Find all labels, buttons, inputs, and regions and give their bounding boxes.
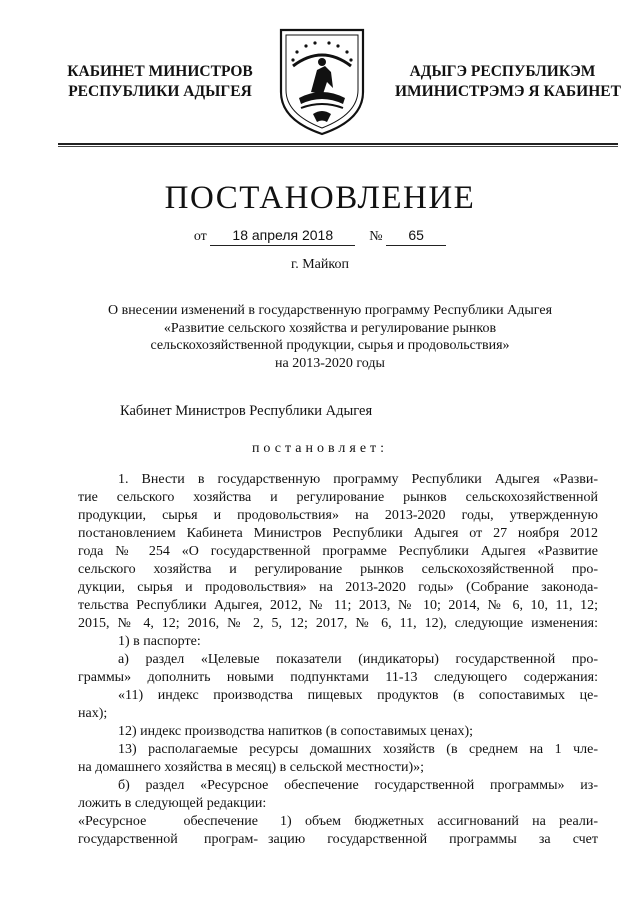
header-right-ady (395, 62, 621, 102)
coat-of-arms-icon (273, 22, 371, 140)
body-line: граммы» дополнить новыми подпунктами 11-13 следующего содержания: (78, 670, 598, 685)
header-left-line2: РЕСПУБЛИКИ АДЫГЕЯ (68, 83, 252, 100)
body-line: продукции, сырья и продовольствия» на 2013-2020 годы, утвержденную (78, 508, 598, 523)
body-line: 1. Внести в государственную программу Республики Адыгея «Разви- (118, 472, 598, 487)
body-line: сельского хозяйства и регулирование рынков сельскохозяйственной про- (78, 562, 598, 577)
body-line: а) раздел «Целевые показатели (индикаторы) государственной про- (118, 652, 598, 667)
header-right-line1: АДЫГЭ РЕСПУБЛИКЭМ (409, 63, 596, 80)
document-number: 65 (386, 225, 446, 246)
subject-line: О внесении изменений в государственную программу Республики Адыгея (107, 303, 553, 318)
header-rule-thin (58, 146, 618, 147)
table-left-line: «Ресурсное обеспечение (78, 814, 258, 829)
decides-label: постановляет: (251, 441, 389, 456)
body-line: 2015, № 4, 12; 2016, № 2, 5, 12; 2017, № 6, 11, 12), следующие изменения: (78, 616, 598, 631)
header-right-line2: ИМИНИСТРЭМЭ Я КАБИНЕТ (395, 83, 621, 100)
body-line: 1) в паспорте: (118, 634, 201, 649)
body-line: постановлением Кабинета Министров Республики Адыгея от 27 ноября 2012 (78, 526, 598, 541)
subject-line: «Развитие сельского хозяйства и регулирование рынков (163, 320, 497, 336)
body-line: ложить в следующей редакции: (78, 796, 267, 811)
subject-line: сельскохозяйственной продукции, сырья и продовольствия» (150, 338, 510, 353)
body-line: б) раздел «Ресурсное обеспечение государственной программы» из- (118, 778, 598, 793)
table-right-line: зацию государственной программы за счет (268, 832, 598, 847)
body-line: «11) индекс производства пищевых продуктов (в сопоставимых це- (118, 688, 598, 703)
resource-table-left-column (78, 813, 258, 849)
header-rule-thick (58, 143, 618, 145)
city: г. Майкоп (291, 257, 349, 272)
body-line: нах); (78, 706, 108, 721)
header-left-ru (60, 62, 260, 102)
date-number-line (0, 225, 640, 247)
body-line: на домашнего хозяйства в месяц) в сельской местности)»; (78, 760, 425, 775)
table-right-line: 1) объем бюджетных ассигнований на реали- (280, 814, 598, 829)
document-body (78, 471, 598, 849)
body-line: тие сельского хозяйства и регулирование рынков сельскохозяйственной (78, 490, 598, 505)
number-prefix: № (369, 229, 383, 244)
header-left-line1: КАБИНЕТ МИНИСТРОВ (67, 63, 253, 80)
document-date: 18 апреля 2018 (210, 225, 355, 246)
body-paragraphs (78, 471, 598, 813)
document-title: ПОСТАНОВЛЕНИЕ (164, 180, 476, 216)
date-prefix: от (193, 229, 207, 244)
resource-table (78, 813, 598, 849)
body-line: тельства Республики Адыгея, 2012, № 11; 2013, № 10; 2014, № 6, 10, 11, 12; (78, 598, 598, 613)
resource-table-right-column (268, 813, 598, 849)
subject-line: на 2013-2020 годы (275, 355, 385, 371)
body-line: дукции, сырья и продовольствия» на 2013-2020 годы» (Собрание законода- (78, 580, 598, 595)
body-line: года № 254 «О государственной программе Республики Адыгея «Развитие (78, 544, 598, 559)
body-line: 13) располагаемые ресурсы домашних хозяйств (в среднем на 1 чле- (118, 742, 598, 757)
table-left-line: государственной програм- (78, 832, 258, 847)
body-line: 12) индекс производства напитков (в сопоставимых ценах); (118, 724, 474, 739)
issuer: Кабинет Министров Республики Адыгея (120, 403, 373, 419)
document-subject (80, 302, 580, 372)
